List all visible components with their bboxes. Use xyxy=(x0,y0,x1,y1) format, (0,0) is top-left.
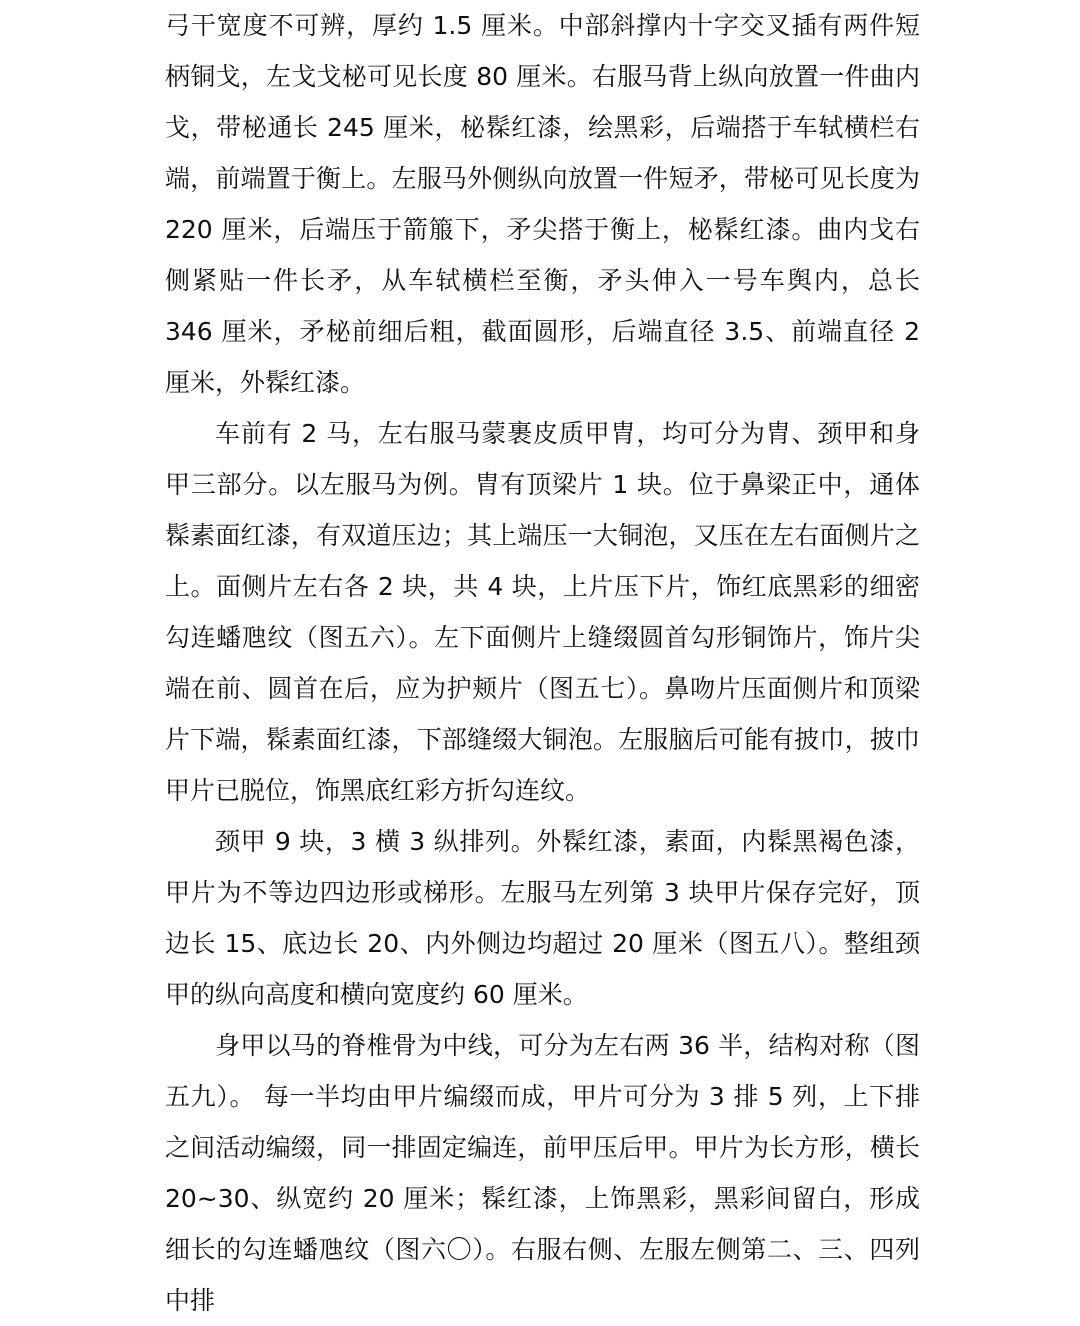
document-page xyxy=(165,0,920,1326)
paragraph-neck-armor: 颈甲 9 块，3 横 3 纵排列。外髹红漆，素面，内髹黑褐色漆，甲片为不等边四边形或梯形。左服马左列第 3 块甲片保存完好，顶边长 15、底边长 20、内外侧边均超过 20 厘米（图五八）。整组颈甲的纵向高度和横向宽度约 60 厘米。 xyxy=(165,827,920,1009)
paragraph-horse-helmet: 车前有 2 马，左右服马蒙裹皮质甲胄，均可分为胄、颈甲和身甲三部分。以左服马为例。胄有顶梁片 1 块。位于鼻梁正中，通体髹素面红漆，有双道压边；其上端压一大铜泡，又压在左右面侧片之上。面侧片左右各 2 块，共 4 块，上片压下片，饰红底黑彩的细密勾连蟠虺纹（图五六）。左下面侧片上缝缀圆首勾形铜饰片，饰片尖端在前、圆首在后，应为护颊片（图五七）。鼻吻片压面侧片和顶梁片下端，髹素面红漆，下部缝缀大铜泡。左服脑后可能有披巾，披巾甲片已脱位，饰黑底红彩方折勾连纹。 xyxy=(165,419,920,805)
paragraph-chariot-weapons: 弓干宽度不可辨，厚约 1.5 厘米。中部斜撑内十字交叉插有两件短柄铜戈，左戈戈柲可见长度 80 厘米。右服马背上纵向放置一件曲内戈，带柲通长 245 厘米，柲髹红漆，绘黑彩，后端搭于车轼横栏右端，前端置于衡上。左服马外侧纵向放置一件短矛，带柲可见长度为 220 厘米，后端压于箭箙下，矛尖搭于衡上，柲髹红漆。曲内戈右侧紧贴一件长矛，从车轼横栏至衡，矛头伸入一号车舆内，总长 346 厘米，矛柲前细后粗，截面圆形，后端直径 3.5、前端直径 2 厘米，外髹红漆。 xyxy=(165,11,920,397)
paragraph-body-armor: 身甲以马的脊椎骨为中线，可分为左右两 36 半，结构对称（图五九）。 每一半均由甲片编缀而成，甲片可分为 3 排 5 列，上下排之间活动编缀，同一排固定编连，前甲压后甲。甲片为长方形，横长 20~30、纵宽约 20 厘米；髹红漆，上饰黑彩，黑彩间留白，形成细长的勾连蟠虺纹（图六〇）。右服右侧、左服左侧第二、三、四列中排 xyxy=(165,1031,920,1315)
